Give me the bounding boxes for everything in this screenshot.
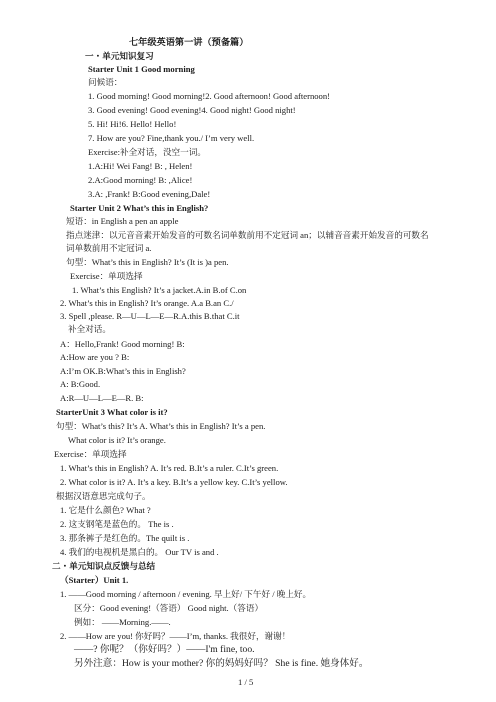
text-line: 5. Hi! Hi!6. Hello! Hello! bbox=[88, 119, 177, 129]
text-line: ——? 你呢？（你好吗？）——I'm fine, too. bbox=[74, 644, 255, 655]
text-line: A：Hello,Frank! Good morning! B: bbox=[60, 339, 185, 349]
text-line: A:R—U—L—E—R. B: bbox=[60, 393, 144, 403]
text-line: 区分：Good evening!（答语） Good night.（答语） bbox=[74, 603, 264, 613]
text-line: 1. What’s this English? It’s a jacket.A.in B.of C.on bbox=[72, 285, 247, 295]
text-line: 补全对话。 bbox=[68, 324, 111, 334]
section-heading-review: 一・单元知识复习 bbox=[85, 51, 154, 61]
text-line: 句型：What’s this in English? It’s (It is )a pen. bbox=[66, 257, 229, 267]
text-line: Exercise：单项选择 bbox=[54, 449, 127, 459]
unit-heading: StarterUnit 3 What color is it? bbox=[56, 407, 168, 417]
text-line: 4. 我们的电视机是黑白的。 Our TV is and . bbox=[60, 547, 219, 557]
text-line: 2. ——How are you! 你好吗？——I’m, thanks. 我很好，谢谢！ bbox=[60, 631, 291, 641]
page-title: 七年级英语第一讲（预备篇） bbox=[129, 37, 249, 47]
section-heading-summary: 二・单元知识点反馈与总结 bbox=[52, 561, 156, 571]
text-line: A:How are you ? B: bbox=[60, 352, 130, 362]
text-line: 1. ——Good morning / afternoon / evening. 早上好/ 下午好 / 晚上好。 bbox=[60, 589, 312, 599]
text-line: What color is it? It’s orange. bbox=[68, 435, 166, 445]
text-line: 例如： ——Morning.——. bbox=[74, 617, 171, 627]
text-line: A: B:Good. bbox=[60, 379, 101, 389]
text-line: 根据汉语意思完成句子。 bbox=[56, 491, 151, 501]
text-line: 词单数前用不定冠词 a. bbox=[66, 243, 152, 253]
text-line: 1. What’s this in English? A. It’s red. B.It’s a ruler. C.It’s green. bbox=[60, 463, 279, 473]
text-line: 2. 这支钢笔是蓝色的。 The is . bbox=[60, 519, 174, 529]
text-line: 1.A:Hi! Wei Fang! B: , Helen! bbox=[88, 161, 193, 171]
page-number: 1 / 5 bbox=[238, 677, 254, 687]
text-line: 1. 它是什么颜色? What ? bbox=[60, 505, 151, 515]
text-line: 3. Good evening! Good evening!4. Good night! Good night! bbox=[88, 105, 296, 115]
text-line: 2.A:Good morning! B: ,Alice! bbox=[88, 175, 193, 185]
text-line: 3.A: ,Frank! B:Good evening,Dale! bbox=[88, 189, 211, 199]
text-line: A:I’m OK.B:What’s this in English? bbox=[60, 366, 186, 376]
text-line: 指点迷津：以元音音素开始发音的可数名词单数前用不定冠词 an；以辅音音素开始发音的可数名 bbox=[66, 230, 429, 240]
unit-heading: Starter Unit 2 What’s this in English? bbox=[70, 203, 209, 213]
text-line: Exercise:补全对话，没空一词。 bbox=[88, 147, 206, 157]
text-line: 另外注意：How is your mother? 你的妈妈好吗？ She is fine. 她身体好。 bbox=[74, 658, 369, 669]
text-line: Exercise：单项选择 bbox=[70, 271, 143, 281]
text-line: 问候语： bbox=[88, 77, 123, 87]
text-line: 句型：What’s this? It’s A. What’s this in English? It’s a pen. bbox=[56, 421, 266, 431]
text-line: 2. What color is it? A. It’s a key. B.It’s a yellow key. C.It’s yellow. bbox=[60, 477, 288, 487]
text-line: 短语：in English a pen an apple bbox=[66, 216, 179, 226]
text-line: 3. 那条裤子是红色的。The quilt is . bbox=[60, 533, 190, 543]
unit-heading: （Starter）Unit 1. bbox=[60, 575, 129, 585]
text-line: 7. How are you? Fine,thank you./ I’m very well. bbox=[88, 133, 255, 143]
text-line: 1. Good morning! Good morning!2. Good afternoon! Good afternoon! bbox=[88, 91, 331, 101]
text-line: 3. Spell ,please. R—U—L—E—R.A.this B.that C.it bbox=[60, 311, 240, 321]
unit-heading: Starter Unit 1 Good morning bbox=[88, 64, 195, 74]
text-line: 2. What’s this in English? It’s orange. A.a B.an C./ bbox=[60, 298, 234, 308]
